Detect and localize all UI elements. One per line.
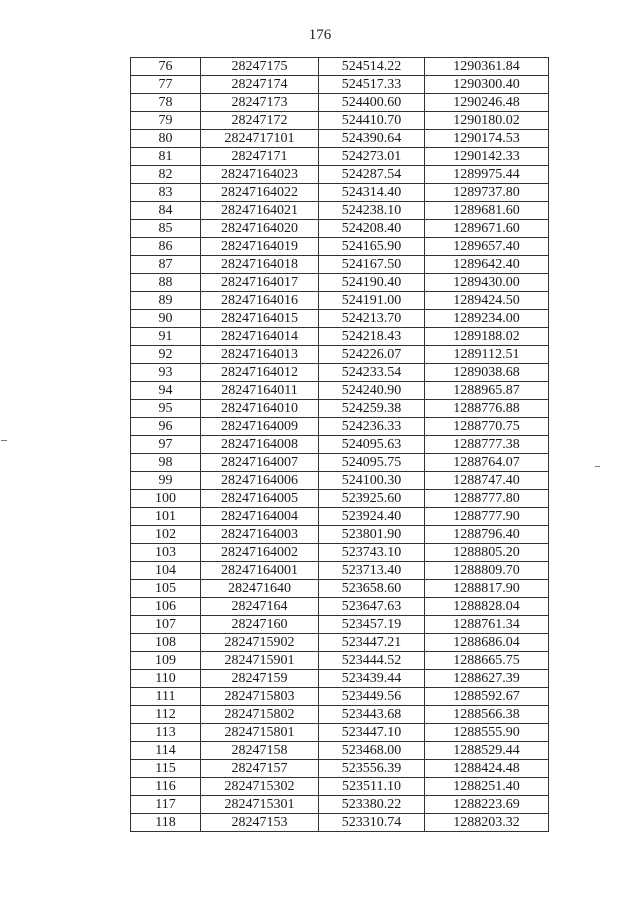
row-number-cell: 91 xyxy=(131,328,201,346)
row-number-cell: 85 xyxy=(131,220,201,238)
y-coordinate-cell: 1288828.04 xyxy=(425,598,549,616)
point-id-cell: 2824715803 xyxy=(201,688,319,706)
point-id-cell: 28247157 xyxy=(201,760,319,778)
x-coordinate-cell: 524517.33 xyxy=(319,76,425,94)
x-coordinate-cell: 524240.90 xyxy=(319,382,425,400)
x-coordinate-cell: 524095.75 xyxy=(319,454,425,472)
y-coordinate-cell: 1288424.48 xyxy=(425,760,549,778)
table-row xyxy=(131,688,549,706)
y-coordinate-cell: 1288764.07 xyxy=(425,454,549,472)
row-number-cell: 103 xyxy=(131,544,201,562)
y-coordinate-cell: 1288566.38 xyxy=(425,706,549,724)
point-id-cell: 28247160 xyxy=(201,616,319,634)
y-coordinate-cell: 1288223.69 xyxy=(425,796,549,814)
row-number-cell: 83 xyxy=(131,184,201,202)
row-number-cell: 94 xyxy=(131,382,201,400)
x-coordinate-cell: 523801.90 xyxy=(319,526,425,544)
point-id-cell: 2824715801 xyxy=(201,724,319,742)
table-row xyxy=(131,166,549,184)
x-coordinate-cell: 523457.19 xyxy=(319,616,425,634)
y-coordinate-cell: 1288665.75 xyxy=(425,652,549,670)
y-coordinate-cell: 1290180.02 xyxy=(425,112,549,130)
x-coordinate-cell: 524213.70 xyxy=(319,310,425,328)
row-number-cell: 114 xyxy=(131,742,201,760)
y-coordinate-cell: 1290361.84 xyxy=(425,58,549,76)
point-id-cell: 28247173 xyxy=(201,94,319,112)
point-id-cell: 28247164022 xyxy=(201,184,319,202)
x-coordinate-cell: 524273.01 xyxy=(319,148,425,166)
table-row xyxy=(131,544,549,562)
row-number-cell: 95 xyxy=(131,400,201,418)
table-row xyxy=(131,778,549,796)
y-coordinate-cell: 1288770.75 xyxy=(425,418,549,436)
x-coordinate-cell: 524167.50 xyxy=(319,256,425,274)
table-row xyxy=(131,598,549,616)
table-row xyxy=(131,706,549,724)
y-coordinate-cell: 1288761.34 xyxy=(425,616,549,634)
point-id-cell: 28247164003 xyxy=(201,526,319,544)
y-coordinate-cell: 1289424.50 xyxy=(425,292,549,310)
y-coordinate-cell: 1288555.90 xyxy=(425,724,549,742)
table-row xyxy=(131,202,549,220)
y-coordinate-cell: 1289737.80 xyxy=(425,184,549,202)
x-coordinate-cell: 523439.44 xyxy=(319,670,425,688)
y-coordinate-cell: 1289188.02 xyxy=(425,328,549,346)
table-row xyxy=(131,112,549,130)
point-id-cell: 28247164010 xyxy=(201,400,319,418)
table-row xyxy=(131,526,549,544)
table-row xyxy=(131,724,549,742)
x-coordinate-cell: 523511.10 xyxy=(319,778,425,796)
row-number-cell: 112 xyxy=(131,706,201,724)
x-coordinate-cell: 524190.40 xyxy=(319,274,425,292)
table-row xyxy=(131,670,549,688)
row-number-cell: 89 xyxy=(131,292,201,310)
point-id-cell: 28247164021 xyxy=(201,202,319,220)
table-row xyxy=(131,562,549,580)
point-id-cell: 28247164009 xyxy=(201,418,319,436)
row-number-cell: 97 xyxy=(131,436,201,454)
table-row xyxy=(131,238,549,256)
point-id-cell: 28247164012 xyxy=(201,364,319,382)
table-row xyxy=(131,292,549,310)
row-number-cell: 107 xyxy=(131,616,201,634)
point-id-cell: 28247164001 xyxy=(201,562,319,580)
y-coordinate-cell: 1288203.32 xyxy=(425,814,549,832)
point-id-cell: 28247164023 xyxy=(201,166,319,184)
coordinate-table xyxy=(130,57,549,832)
row-number-cell: 115 xyxy=(131,760,201,778)
point-id-cell: 28247164018 xyxy=(201,256,319,274)
row-number-cell: 90 xyxy=(131,310,201,328)
y-coordinate-cell: 1289975.44 xyxy=(425,166,549,184)
table-row xyxy=(131,616,549,634)
point-id-cell: 2824715902 xyxy=(201,634,319,652)
row-number-cell: 81 xyxy=(131,148,201,166)
table-row xyxy=(131,580,549,598)
row-number-cell: 104 xyxy=(131,562,201,580)
row-number-cell: 82 xyxy=(131,166,201,184)
x-coordinate-cell: 523743.10 xyxy=(319,544,425,562)
y-coordinate-cell: 1289657.40 xyxy=(425,238,549,256)
page-number: 176 xyxy=(308,27,332,43)
y-coordinate-cell: 1289112.51 xyxy=(425,346,549,364)
row-number-cell: 76 xyxy=(131,58,201,76)
table-row xyxy=(131,364,549,382)
x-coordinate-cell: 523444.52 xyxy=(319,652,425,670)
row-number-cell: 117 xyxy=(131,796,201,814)
x-coordinate-cell: 523556.39 xyxy=(319,760,425,778)
coordinate-table-body xyxy=(131,58,549,832)
y-coordinate-cell: 1288529.44 xyxy=(425,742,549,760)
row-number-cell: 84 xyxy=(131,202,201,220)
row-number-cell: 109 xyxy=(131,652,201,670)
x-coordinate-cell: 524233.54 xyxy=(319,364,425,382)
row-number-cell: 111 xyxy=(131,688,201,706)
table-row xyxy=(131,76,549,94)
point-id-cell: 28247172 xyxy=(201,112,319,130)
table-row xyxy=(131,814,549,832)
table-row xyxy=(131,508,549,526)
table-row xyxy=(131,436,549,454)
row-number-cell: 105 xyxy=(131,580,201,598)
y-coordinate-cell: 1289430.00 xyxy=(425,274,549,292)
row-number-cell: 102 xyxy=(131,526,201,544)
point-id-cell: 28247175 xyxy=(201,58,319,76)
point-id-cell: 28247158 xyxy=(201,742,319,760)
row-number-cell: 79 xyxy=(131,112,201,130)
y-coordinate-cell: 1288777.80 xyxy=(425,490,549,508)
table-row xyxy=(131,634,549,652)
y-coordinate-cell: 1290142.33 xyxy=(425,148,549,166)
row-number-cell: 101 xyxy=(131,508,201,526)
row-number-cell: 106 xyxy=(131,598,201,616)
table-row xyxy=(131,148,549,166)
scan-mark-right xyxy=(595,466,600,467)
y-coordinate-cell: 1288777.90 xyxy=(425,508,549,526)
x-coordinate-cell: 523447.21 xyxy=(319,634,425,652)
row-number-cell: 96 xyxy=(131,418,201,436)
table-row xyxy=(131,58,549,76)
table-row xyxy=(131,472,549,490)
point-id-cell: 282471640 xyxy=(201,580,319,598)
y-coordinate-cell: 1288777.38 xyxy=(425,436,549,454)
table-row xyxy=(131,400,549,418)
x-coordinate-cell: 523658.60 xyxy=(319,580,425,598)
point-id-cell: 2824717101 xyxy=(201,130,319,148)
y-coordinate-cell: 1290300.40 xyxy=(425,76,549,94)
table-row xyxy=(131,346,549,364)
y-coordinate-cell: 1289038.68 xyxy=(425,364,549,382)
row-number-cell: 98 xyxy=(131,454,201,472)
x-coordinate-cell: 524191.00 xyxy=(319,292,425,310)
scan-mark-left xyxy=(1,440,7,441)
point-id-cell: 2824715802 xyxy=(201,706,319,724)
x-coordinate-cell: 524514.22 xyxy=(319,58,425,76)
row-number-cell: 116 xyxy=(131,778,201,796)
point-id-cell: 28247164019 xyxy=(201,238,319,256)
row-number-cell: 113 xyxy=(131,724,201,742)
table-row xyxy=(131,130,549,148)
x-coordinate-cell: 523713.40 xyxy=(319,562,425,580)
point-id-cell: 28247164005 xyxy=(201,490,319,508)
x-coordinate-cell: 524314.40 xyxy=(319,184,425,202)
row-number-cell: 78 xyxy=(131,94,201,112)
row-number-cell: 86 xyxy=(131,238,201,256)
point-id-cell: 28247171 xyxy=(201,148,319,166)
y-coordinate-cell: 1288796.40 xyxy=(425,526,549,544)
point-id-cell: 28247164013 xyxy=(201,346,319,364)
y-coordinate-cell: 1288592.67 xyxy=(425,688,549,706)
y-coordinate-cell: 1288809.70 xyxy=(425,562,549,580)
x-coordinate-cell: 523925.60 xyxy=(319,490,425,508)
table-row xyxy=(131,742,549,760)
x-coordinate-cell: 524400.60 xyxy=(319,94,425,112)
x-coordinate-cell: 524236.33 xyxy=(319,418,425,436)
x-coordinate-cell: 524208.40 xyxy=(319,220,425,238)
point-id-cell: 28247164004 xyxy=(201,508,319,526)
x-coordinate-cell: 524410.70 xyxy=(319,112,425,130)
point-id-cell: 28247164008 xyxy=(201,436,319,454)
point-id-cell: 28247159 xyxy=(201,670,319,688)
y-coordinate-cell: 1289642.40 xyxy=(425,256,549,274)
x-coordinate-cell: 524390.64 xyxy=(319,130,425,148)
point-id-cell: 28247164 xyxy=(201,598,319,616)
x-coordinate-cell: 523310.74 xyxy=(319,814,425,832)
y-coordinate-cell: 1288747.40 xyxy=(425,472,549,490)
y-coordinate-cell: 1288627.39 xyxy=(425,670,549,688)
y-coordinate-cell: 1290246.48 xyxy=(425,94,549,112)
row-number-cell: 99 xyxy=(131,472,201,490)
table-row xyxy=(131,760,549,778)
table-row xyxy=(131,184,549,202)
point-id-cell: 28247164020 xyxy=(201,220,319,238)
x-coordinate-cell: 523468.00 xyxy=(319,742,425,760)
row-number-cell: 77 xyxy=(131,76,201,94)
row-number-cell: 110 xyxy=(131,670,201,688)
row-number-cell: 108 xyxy=(131,634,201,652)
point-id-cell: 28247164011 xyxy=(201,382,319,400)
table-row xyxy=(131,328,549,346)
table-row xyxy=(131,94,549,112)
point-id-cell: 28247164002 xyxy=(201,544,319,562)
x-coordinate-cell: 524218.43 xyxy=(319,328,425,346)
y-coordinate-cell: 1288805.20 xyxy=(425,544,549,562)
point-id-cell: 2824715301 xyxy=(201,796,319,814)
y-coordinate-cell: 1288251.40 xyxy=(425,778,549,796)
point-id-cell: 2824715302 xyxy=(201,778,319,796)
table-row xyxy=(131,256,549,274)
row-number-cell: 93 xyxy=(131,364,201,382)
y-coordinate-cell: 1289681.60 xyxy=(425,202,549,220)
table-row xyxy=(131,490,549,508)
row-number-cell: 118 xyxy=(131,814,201,832)
table-row xyxy=(131,220,549,238)
row-number-cell: 87 xyxy=(131,256,201,274)
point-id-cell: 28247164006 xyxy=(201,472,319,490)
y-coordinate-cell: 1288965.87 xyxy=(425,382,549,400)
x-coordinate-cell: 523647.63 xyxy=(319,598,425,616)
y-coordinate-cell: 1290174.53 xyxy=(425,130,549,148)
point-id-cell: 28247153 xyxy=(201,814,319,832)
y-coordinate-cell: 1289234.00 xyxy=(425,310,549,328)
point-id-cell: 28247164017 xyxy=(201,274,319,292)
x-coordinate-cell: 524100.30 xyxy=(319,472,425,490)
row-number-cell: 88 xyxy=(131,274,201,292)
x-coordinate-cell: 523443.68 xyxy=(319,706,425,724)
x-coordinate-cell: 524226.07 xyxy=(319,346,425,364)
point-id-cell: 28247164015 xyxy=(201,310,319,328)
table-row xyxy=(131,796,549,814)
table-row xyxy=(131,382,549,400)
x-coordinate-cell: 523447.10 xyxy=(319,724,425,742)
table-row xyxy=(131,274,549,292)
y-coordinate-cell: 1288686.04 xyxy=(425,634,549,652)
row-number-cell: 100 xyxy=(131,490,201,508)
table-row xyxy=(131,418,549,436)
table-row xyxy=(131,454,549,472)
table-row xyxy=(131,652,549,670)
point-id-cell: 28247164016 xyxy=(201,292,319,310)
x-coordinate-cell: 523924.40 xyxy=(319,508,425,526)
y-coordinate-cell: 1289671.60 xyxy=(425,220,549,238)
y-coordinate-cell: 1288817.90 xyxy=(425,580,549,598)
point-id-cell: 28247164014 xyxy=(201,328,319,346)
row-number-cell: 92 xyxy=(131,346,201,364)
x-coordinate-cell: 523449.56 xyxy=(319,688,425,706)
x-coordinate-cell: 524165.90 xyxy=(319,238,425,256)
y-coordinate-cell: 1288776.88 xyxy=(425,400,549,418)
x-coordinate-cell: 524238.10 xyxy=(319,202,425,220)
x-coordinate-cell: 524259.38 xyxy=(319,400,425,418)
point-id-cell: 28247164007 xyxy=(201,454,319,472)
point-id-cell: 2824715901 xyxy=(201,652,319,670)
row-number-cell: 80 xyxy=(131,130,201,148)
table-row xyxy=(131,310,549,328)
x-coordinate-cell: 523380.22 xyxy=(319,796,425,814)
x-coordinate-cell: 524287.54 xyxy=(319,166,425,184)
point-id-cell: 28247174 xyxy=(201,76,319,94)
x-coordinate-cell: 524095.63 xyxy=(319,436,425,454)
